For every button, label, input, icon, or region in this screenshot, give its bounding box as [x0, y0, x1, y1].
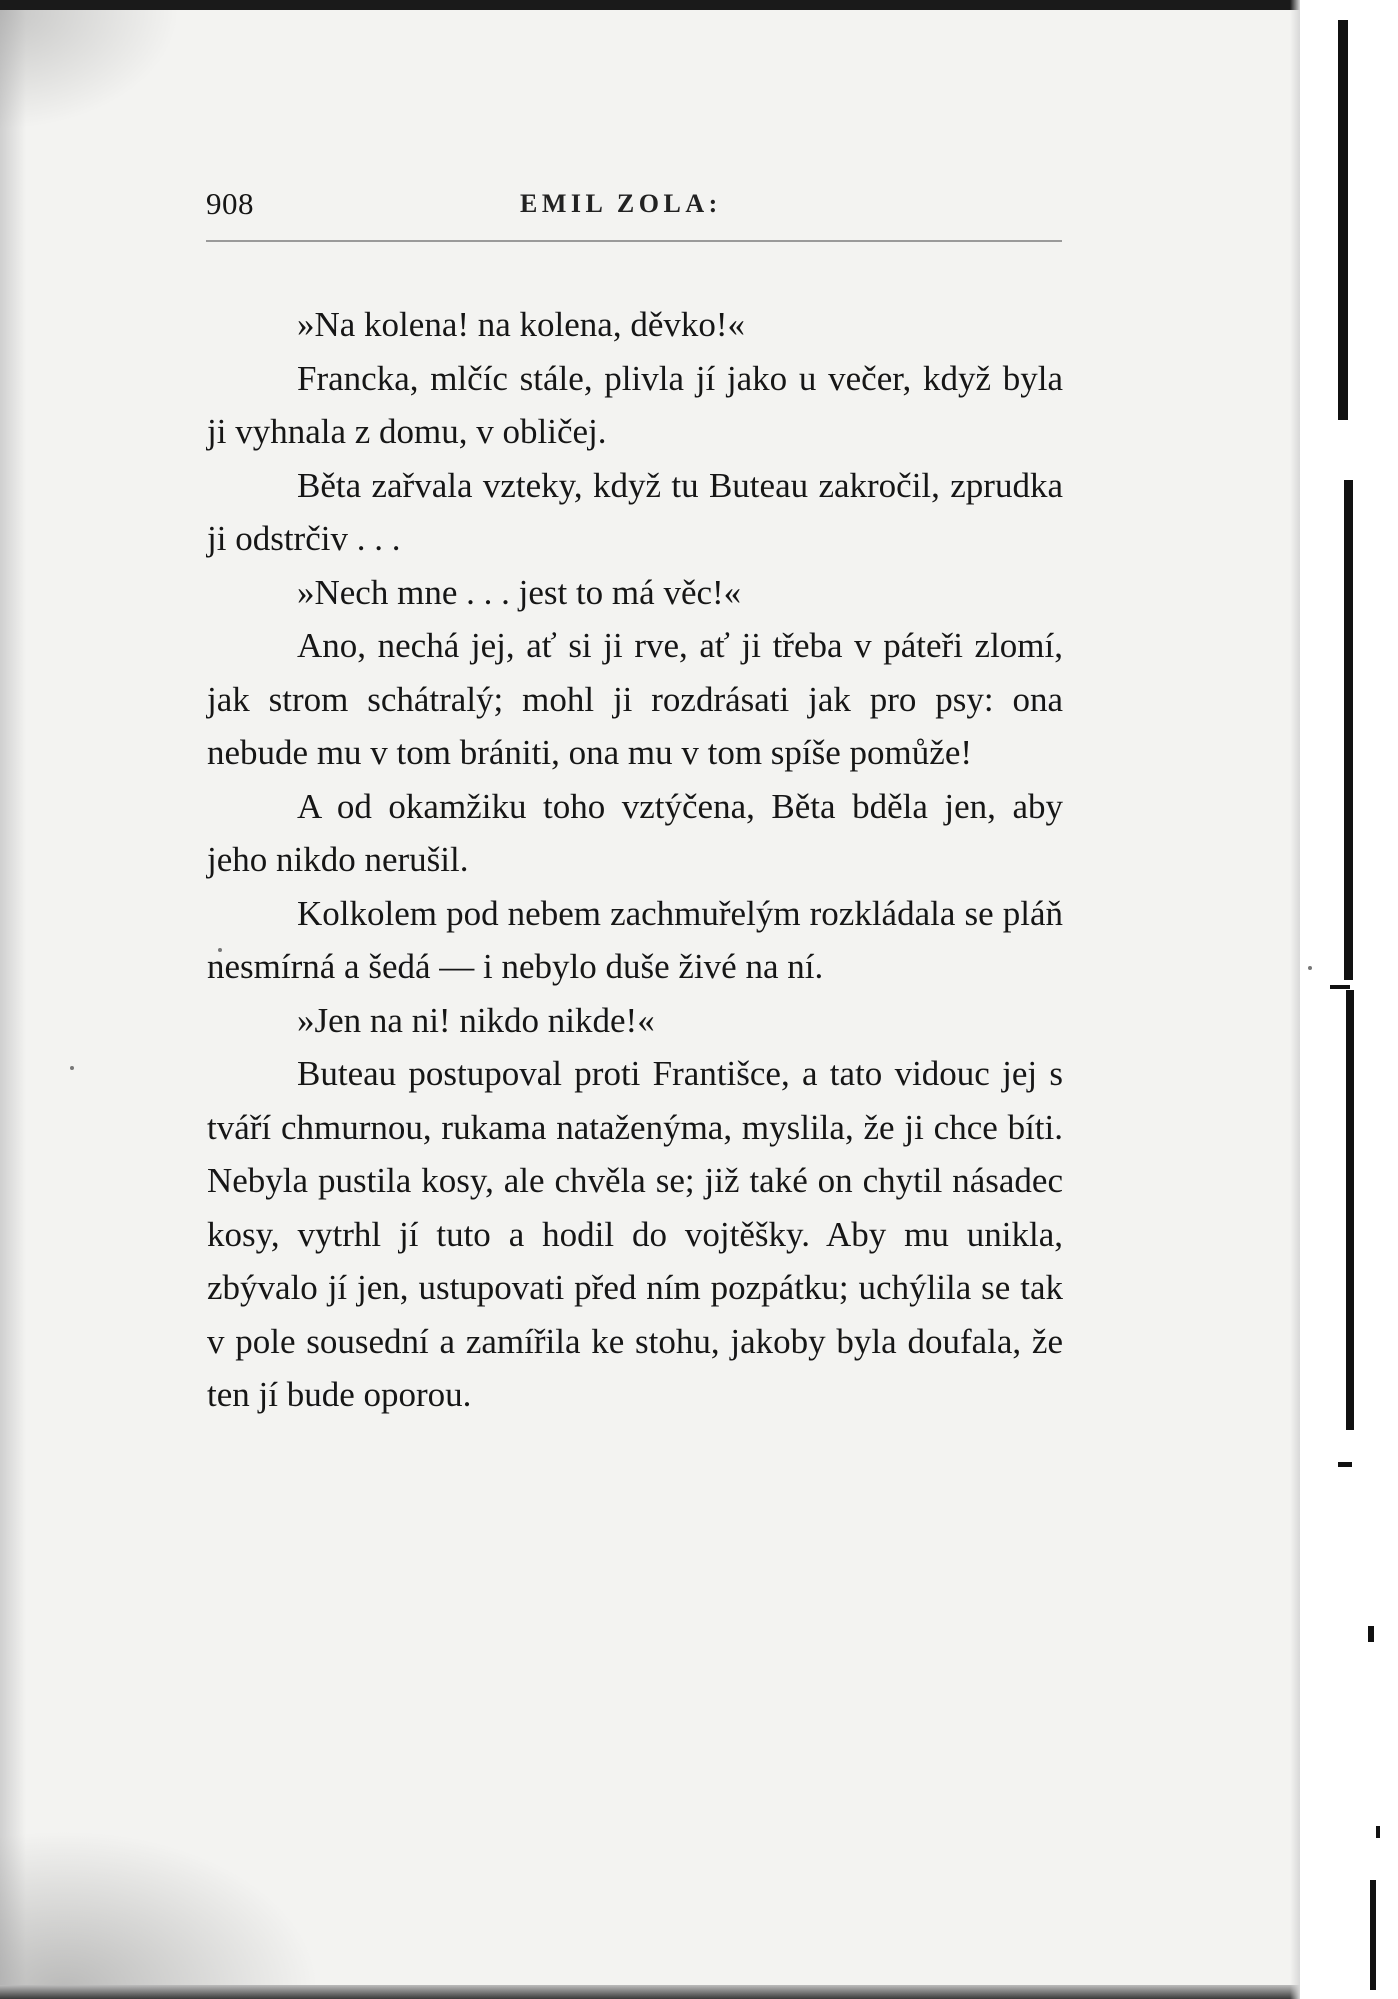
paragraph: Ano, nechá jej, ať si ji rve, ať ji třeba v páteři zlomí, jak strom schátralý; mohl ji rozdrásati jak pro psy: ona nebude mu v tom brániti, ona mu v tom spíše pomůže!: [207, 626, 1063, 772]
binding-notch: [1330, 985, 1350, 989]
paragraph: Kolkolem pod nebem zachmuřelým rozkládala se pláň nesmírná a šedá — i nebylo duše živé na ní.: [207, 893, 1063, 986]
scan-left-shadow: [0, 10, 26, 1985]
binding-line-bottom: [1370, 1880, 1376, 1990]
scan-corner-smudge-bottom-left: [0, 1830, 320, 1990]
paragraph: Běta zařvala vzteky, když tu Buteau zakročil, zprudka ji odstrčiv . . .: [207, 465, 1063, 558]
scan-speck: [1308, 966, 1312, 970]
paragraph: Francka, mlčíc stále, plivla jí jako u večer, když byla ji vyhnala z domu, v obličej.: [207, 358, 1063, 451]
page-header: [206, 186, 1062, 236]
binding-notch: [1368, 1626, 1374, 1642]
binding-gutter: [1290, 0, 1300, 1999]
page-number: 908: [206, 186, 254, 221]
paragraph: »Na kolena! na kolena, děvko!«: [297, 305, 746, 344]
binding-line-upper: [1338, 20, 1348, 420]
body-text: [207, 298, 1063, 1422]
binding-strip: [1300, 0, 1398, 1999]
header-rule: [206, 240, 1062, 242]
scan-top-edge: [0, 0, 1398, 10]
paragraph: Buteau postupoval proti Františce, a tato vidouc jej s tváří chmurnou, rukama nataženýma, myslila, že ji chce bíti. Nebyla pustila kosy, ale chvěla se; již také on chytil násadec kosy, vytrhl jí tuto a hodil do vojtěšky. Aby mu unikla, zbývalo jí jen, ustupovati před ním pozpátku; uchýlila se tak v pole sousední a zamířila ke stohu, jakoby byla doufala, že ten jí bude oporou.: [207, 1054, 1063, 1414]
paragraph: »Jen na ni! nikdo nikde!«: [297, 1000, 655, 1040]
paragraph: »Nech mne . . . jest to má věc!«: [297, 572, 742, 612]
binding-line-middle: [1344, 480, 1353, 980]
binding-notch: [1376, 1826, 1380, 1838]
scan-bottom-edge: [0, 1985, 1398, 1999]
running-title: EMIL ZOLA:: [520, 189, 722, 218]
paragraph: A od okamžiku toho vztýčena, Běta bděla jen, aby jeho nikdo nerušil.: [207, 786, 1063, 879]
scan-corner-smudge-top-left: [0, 10, 180, 130]
binding-notch: [1338, 1462, 1352, 1467]
scan-speck: [70, 1066, 74, 1070]
binding-line-lower: [1346, 990, 1354, 1430]
